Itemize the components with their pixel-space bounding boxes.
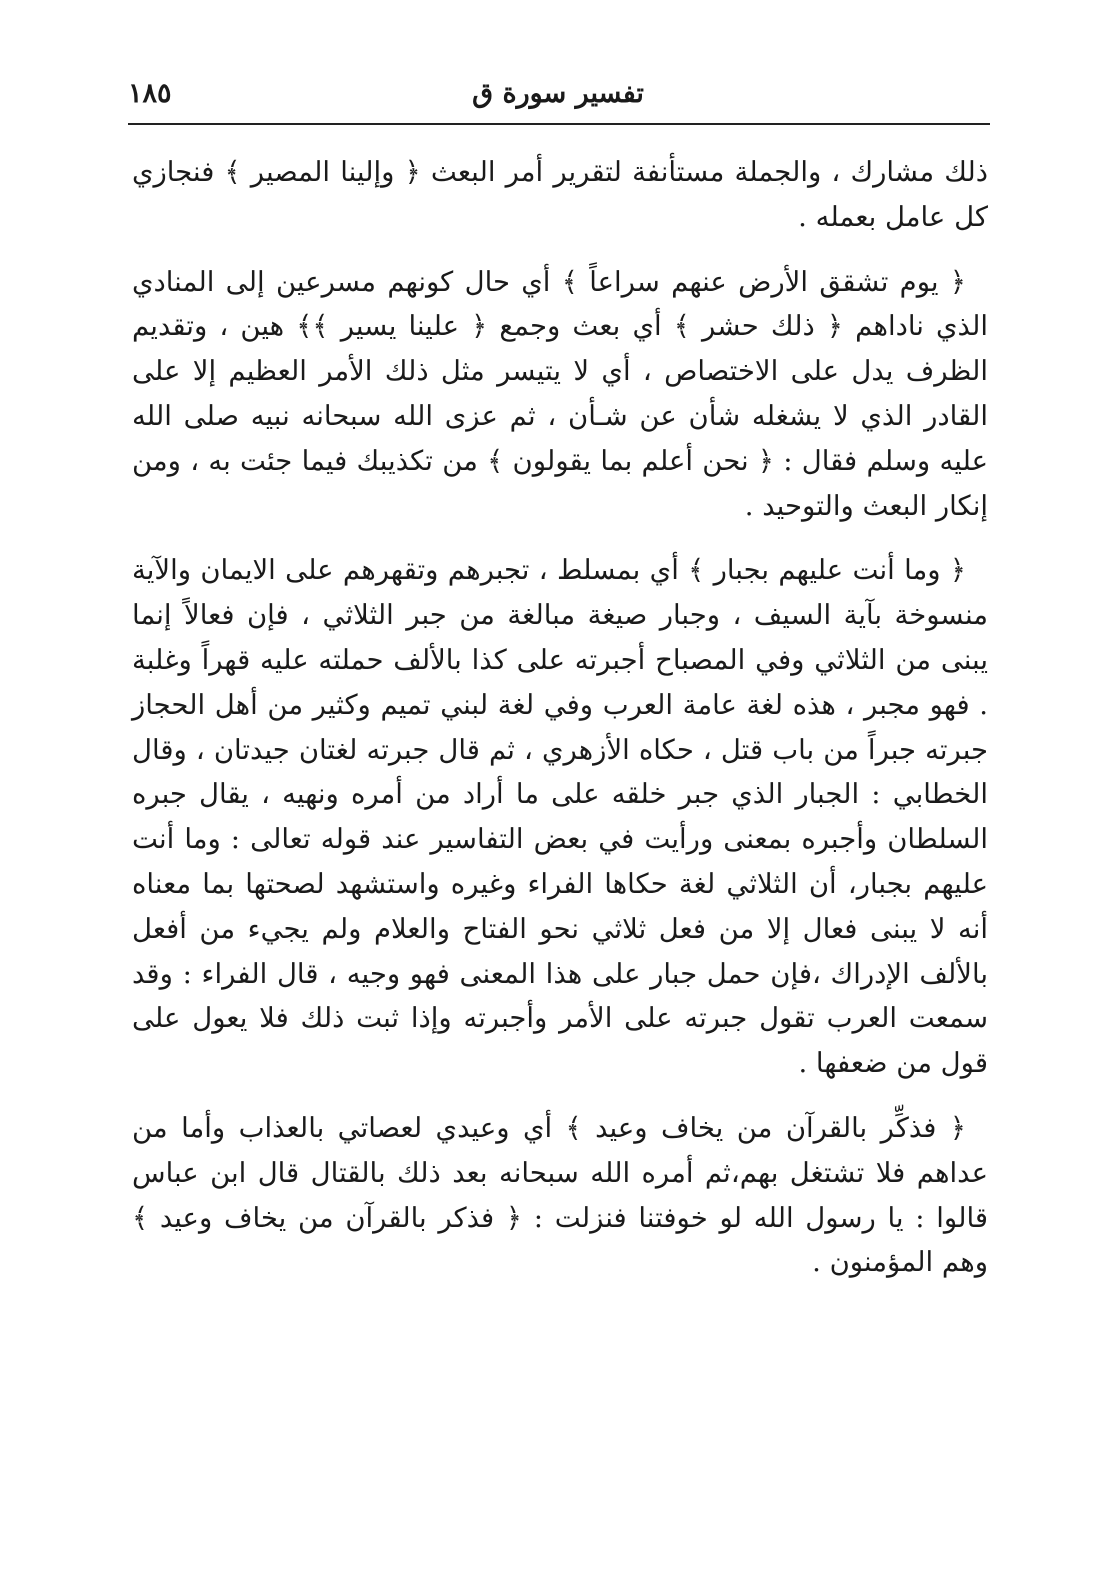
- paragraph: ﴿ فذكِّر بالقرآن من يخاف وعيد ﴾ أي وعيدي لعصاتي بالعذاب وأما من عداهم فلا تشتغل بهم،ثم أمره الله سبحانه بعد ذلك بالقتال قال ابن عباس قالوا : يا رسول الله لو خوفتنا فنزلت : ﴿ فذكر بالقرآن من يخاف وعيد ﴾ وهم المؤمنون .: [132, 1111, 988, 1279]
- body-text: [132, 150, 988, 1305]
- paragraph: ذلك مشارك ، والجملة مستأنفة لتقرير أمر البعث ﴿ وإلينا المصير ﴾ فنجازي كل عامل بعمله .: [132, 156, 988, 233]
- page-number: ١٨٥: [128, 78, 172, 109]
- paragraph: ﴿ وما أنت عليهم بجبار ﴾ أي بمسلط ، تجبرهم وتقهرهم على الايمان والآية منسوخة بآية السيف ، وجبار صيغة مبالغة من جبر الثلاثي ، فإن فعالاً إنما يبنى من الثلاثي وفي المصباح أجبرته على كذا بالألف حملته عليه قهراً وغلبة . فهو مجبر ، هذه لغة عامة العرب وفي لغة لبني تميم وكثير من أهل الحجاز جبرته جبراً من باب قتل ، حكاه الأزهري ، ثم قال جبرته لغتان جيدتان ، وقال الخطابي : الجبار الذي جبر خلقه على ما أراد من أمره ونهيه ، يقال جبره السلطان وأجبره بمعنى ورأيت في بعض التفاسير عند قوله تعالى : وما أنت عليهم بجبار، أن الثلاثي لغة حكاها الفراء وغيره واستشهد لصحتها بما معناه أنه لا يبنى فعال إلا من فعل ثلاثي نحو الفتاح والعلام ولم يجيء من أفعل بالألف الإدراك ،فإن حمل جبار على هذا المعنى فهو وجيه ، قال الفراء : وقد سمعت العرب تقول جبرته على الأمر وأجبرته وإذا ثبت ذلك فلا يعول على قول من ضعفها .: [132, 554, 988, 1080]
- paragraph: ﴿ يوم تشقق الأرض عنهم سراعاً ﴾ أي حال كونهم مسرعين إلى المنادي الذي ناداهم ﴿ ذلك حشر ﴾ أي بعث وجمع ﴿ علينا يسير ﴾﴾ هين ، وتقديم الظرف يدل على الاختصاص ، أي لا يتيسر مثل ذلك الأمر العظيم إلا على القادر الذي لا يشغله شأن عن شـأن ، ثم عزى الله سبحانه نبيه صلى الله عليه وسلم فقال : ﴿ نحن أعلم بما يقولون ﴾ من تكذيبك فيما جئت به ، ومن إنكار البعث والتوحيد .: [132, 265, 988, 522]
- page-header: [128, 68, 988, 118]
- running-title: تفسير سورة ق: [472, 78, 644, 109]
- header-divider: [128, 123, 990, 125]
